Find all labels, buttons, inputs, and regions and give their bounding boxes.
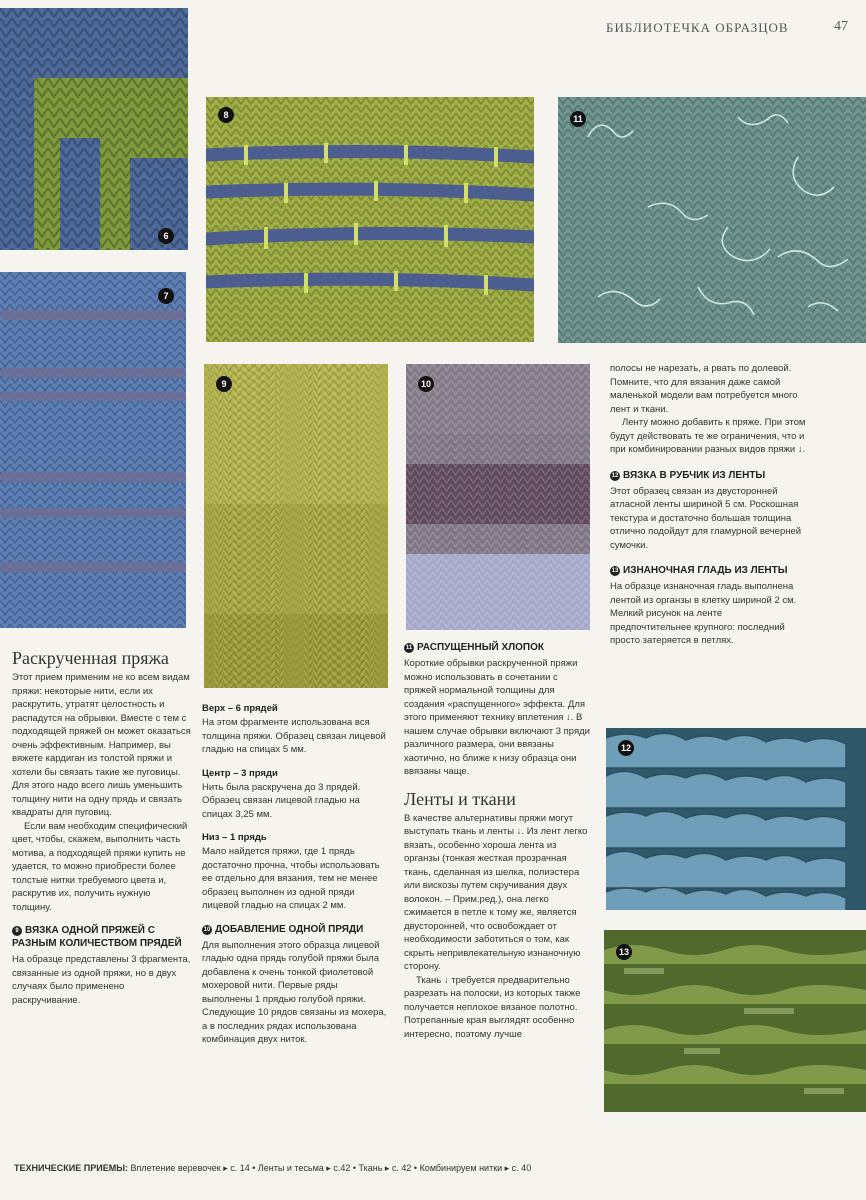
swatch-photo-9 (204, 364, 388, 688)
middle-column (202, 702, 390, 1047)
photo-number-7: 7 (158, 288, 174, 304)
swatch-photo-8 (206, 97, 534, 342)
footer-lead: ТЕХНИЧЕСКИЕ ПРИЕМЫ: (14, 1163, 129, 1173)
heading-text: РАСПУЩЕННЫЙ ХЛОПОК (417, 642, 544, 653)
paragraph: Если вам необходим специфический цвет, чтобы, скажем, выполнить часть мотива, а подходящей пряжи купить не удается, то можно приобрести более толстые нитки требуемого цвета и, раскрутив их, получить нужную толщину. (12, 820, 188, 913)
subheading-center: Центр – 3 пряди (202, 767, 278, 779)
right-column (610, 362, 806, 648)
subheading-bottom: Низ – 1 прядь (202, 832, 267, 843)
left-column (12, 648, 192, 1007)
heading-text: ВЯЗКА ОДНОЙ ПРЯЖЕЙ С РАЗНЫМ КОЛИЧЕСТВОМ ПРЯДЕЙ (12, 925, 182, 949)
paragraph: Этот прием применим не ко всем видам пряжи: некоторые нити, если их раскрутить, утратят целостность и распадутся на обрывки. Вместе с тем с подходящей пряжей он может оказаться очень эффективным. Например, вы вяжете кардиган из толстой пряжи и хотели бы связать такие же пуговицы. Для этого надо всего лишь уменьшить толщину нити на одну прядь и связать квадраты для пуговиц. (12, 672, 191, 818)
photo-number-12: 12 (618, 740, 634, 756)
paragraph: Этот образец связан из двусторонней атласной ленты шириной 5 см. Роскошная текстура и достаточно большая толщина отлично подойдут для гламурной вечерней сумочки. (610, 485, 802, 551)
swatch-photo-11 (558, 97, 866, 343)
heading-text: ИЗНАНОЧНАЯ ГЛАДЬ ИЗ ЛЕНТЫ (623, 565, 788, 576)
swatch-photo-6 (0, 8, 188, 250)
heading-swatch-10 (202, 923, 390, 936)
footer-links: Вплетение веревочек ▸ с. 14 • Ленты и тесьма ▸ с.42 • Ткань ▸ с. 42 • Комбинируем нитки ▸ с. 40 (130, 1163, 532, 1173)
photo-number-8: 8 (218, 107, 234, 123)
swatch-photo-12 (606, 728, 866, 910)
heading-text: ВЯЗКА В РУБЧИК ИЗ ЛЕНТЫ (623, 469, 766, 481)
photo-number-10: 10 (418, 376, 434, 392)
paragraph: Короткие обрывки раскрученной пряжи можно использовать в сочетании с пряжей нормальной толщины для создания «распущенного» эффекта. Для этого применяют технику вплетения ↓. В нашем случае обрывки включают 3 пряди различного размера, они ввязаны хаотично, но ближе к низу образца они ввязаны чаще. (404, 658, 590, 777)
swatch-photo-10 (406, 364, 590, 630)
paragraph: Мало найдется пряжи, где 1 прядь достаточно прочна, чтобы использовать ее отдельно для вязания, тем не менее образец выполнен из одной пряди лицевой гладью на спицах 2 мм. (202, 846, 380, 911)
section-title-twisted-yarn: Раскрученная пряжа (12, 648, 169, 668)
paragraph: Ленту можно добавить к пряже. При этом будут действовать те же ограничения, что и при комбинировании разных видов пряжи ↓. (610, 417, 806, 455)
heading-swatch-11 (404, 641, 592, 654)
swatch-photo-7 (0, 272, 186, 628)
number-bullet: 10 (203, 926, 211, 933)
paragraph: Для выполнения этого образца лицевой гладью одна прядь голубой пряжи была добавлена к очень тонкой фиолетовой мохеровой нити. Первые ряды выполнены 1 прядью голубой пряжи. Следующие 10 рядов связаны из мохера, а в последних рядах использована комбинация двух ниток. (202, 939, 387, 1045)
number-bullet: 13 (611, 568, 619, 574)
heading-swatch-13 (610, 564, 806, 577)
photo-number-13: 13 (616, 944, 632, 960)
paragraph: На образце представлены 3 фрагмента, связанные из одной пряжи, но в двух случаях было применено раскручивание. (12, 954, 191, 1006)
section-title-ribbons: Ленты и ткани (404, 788, 516, 809)
footer-techniques (14, 1163, 531, 1174)
paragraph: На образце изнаночная гладь выполнена лентой из органзы в клетку шириной 2 см. Мелкий рисунок на ленте предпочтительнее крупного: последний просто затеряется в петлях. (610, 581, 797, 646)
photo-number-6: 6 (158, 228, 174, 244)
number-bullet: 9 (12, 926, 22, 936)
center-column (404, 641, 592, 1041)
subheading-top: Верх – 6 прядей (202, 703, 278, 714)
paragraph: В качестве альтернативы пряжи могут выступать ткань и ленты ↓. Из лент легко вязать, особенно хороша лента из органзы (тонкая жесткая прозрачная ткань, сделанная из шелка, полиэстера или вискозы путем скручивания двух волокон. – Прим.ред.), она легко сжимается в петле к тому же, является двусторонней, что освобождает от необходимости заботиться о том, как скрыть непривлекательную изнаночную сторону. (404, 812, 588, 972)
paragraph: Нить была раскручена до 3 прядей. Образец связан лицевой гладью на спицах 3,25 мм. (202, 781, 361, 820)
paragraph: На этом фрагменте использована вся толщина пряжи. Образец связан лицевой гладью на спицах 5 мм. (202, 717, 386, 755)
heading-swatch-9 (12, 924, 192, 950)
running-header: БИБЛИОТЕЧКА ОБРАЗЦОВ (606, 20, 789, 35)
heading-text: ДОБАВЛЕНИЕ ОДНОЙ ПРЯДИ (215, 923, 364, 935)
paragraph: Ткань ↓ требуется предварительно разрезать на полоски, из которых также получается неплохое вязаное полотно. Потрепанные края выглядят особенно интересно, поэтому лучше (404, 974, 581, 1040)
number-bullet: 12 (611, 472, 619, 479)
page-number: 47 (834, 19, 848, 34)
photo-number-11: 11 (570, 111, 586, 127)
photo-number-9: 9 (216, 376, 232, 392)
swatch-photo-13 (604, 930, 866, 1112)
paragraph: полосы не нарезать, а рвать по долевой. Помните, что для вязания даже самой маленькой модели вам потребуется много лент и ткани. (610, 363, 798, 415)
number-bullet: 11 (405, 645, 413, 651)
heading-swatch-12 (610, 469, 806, 482)
